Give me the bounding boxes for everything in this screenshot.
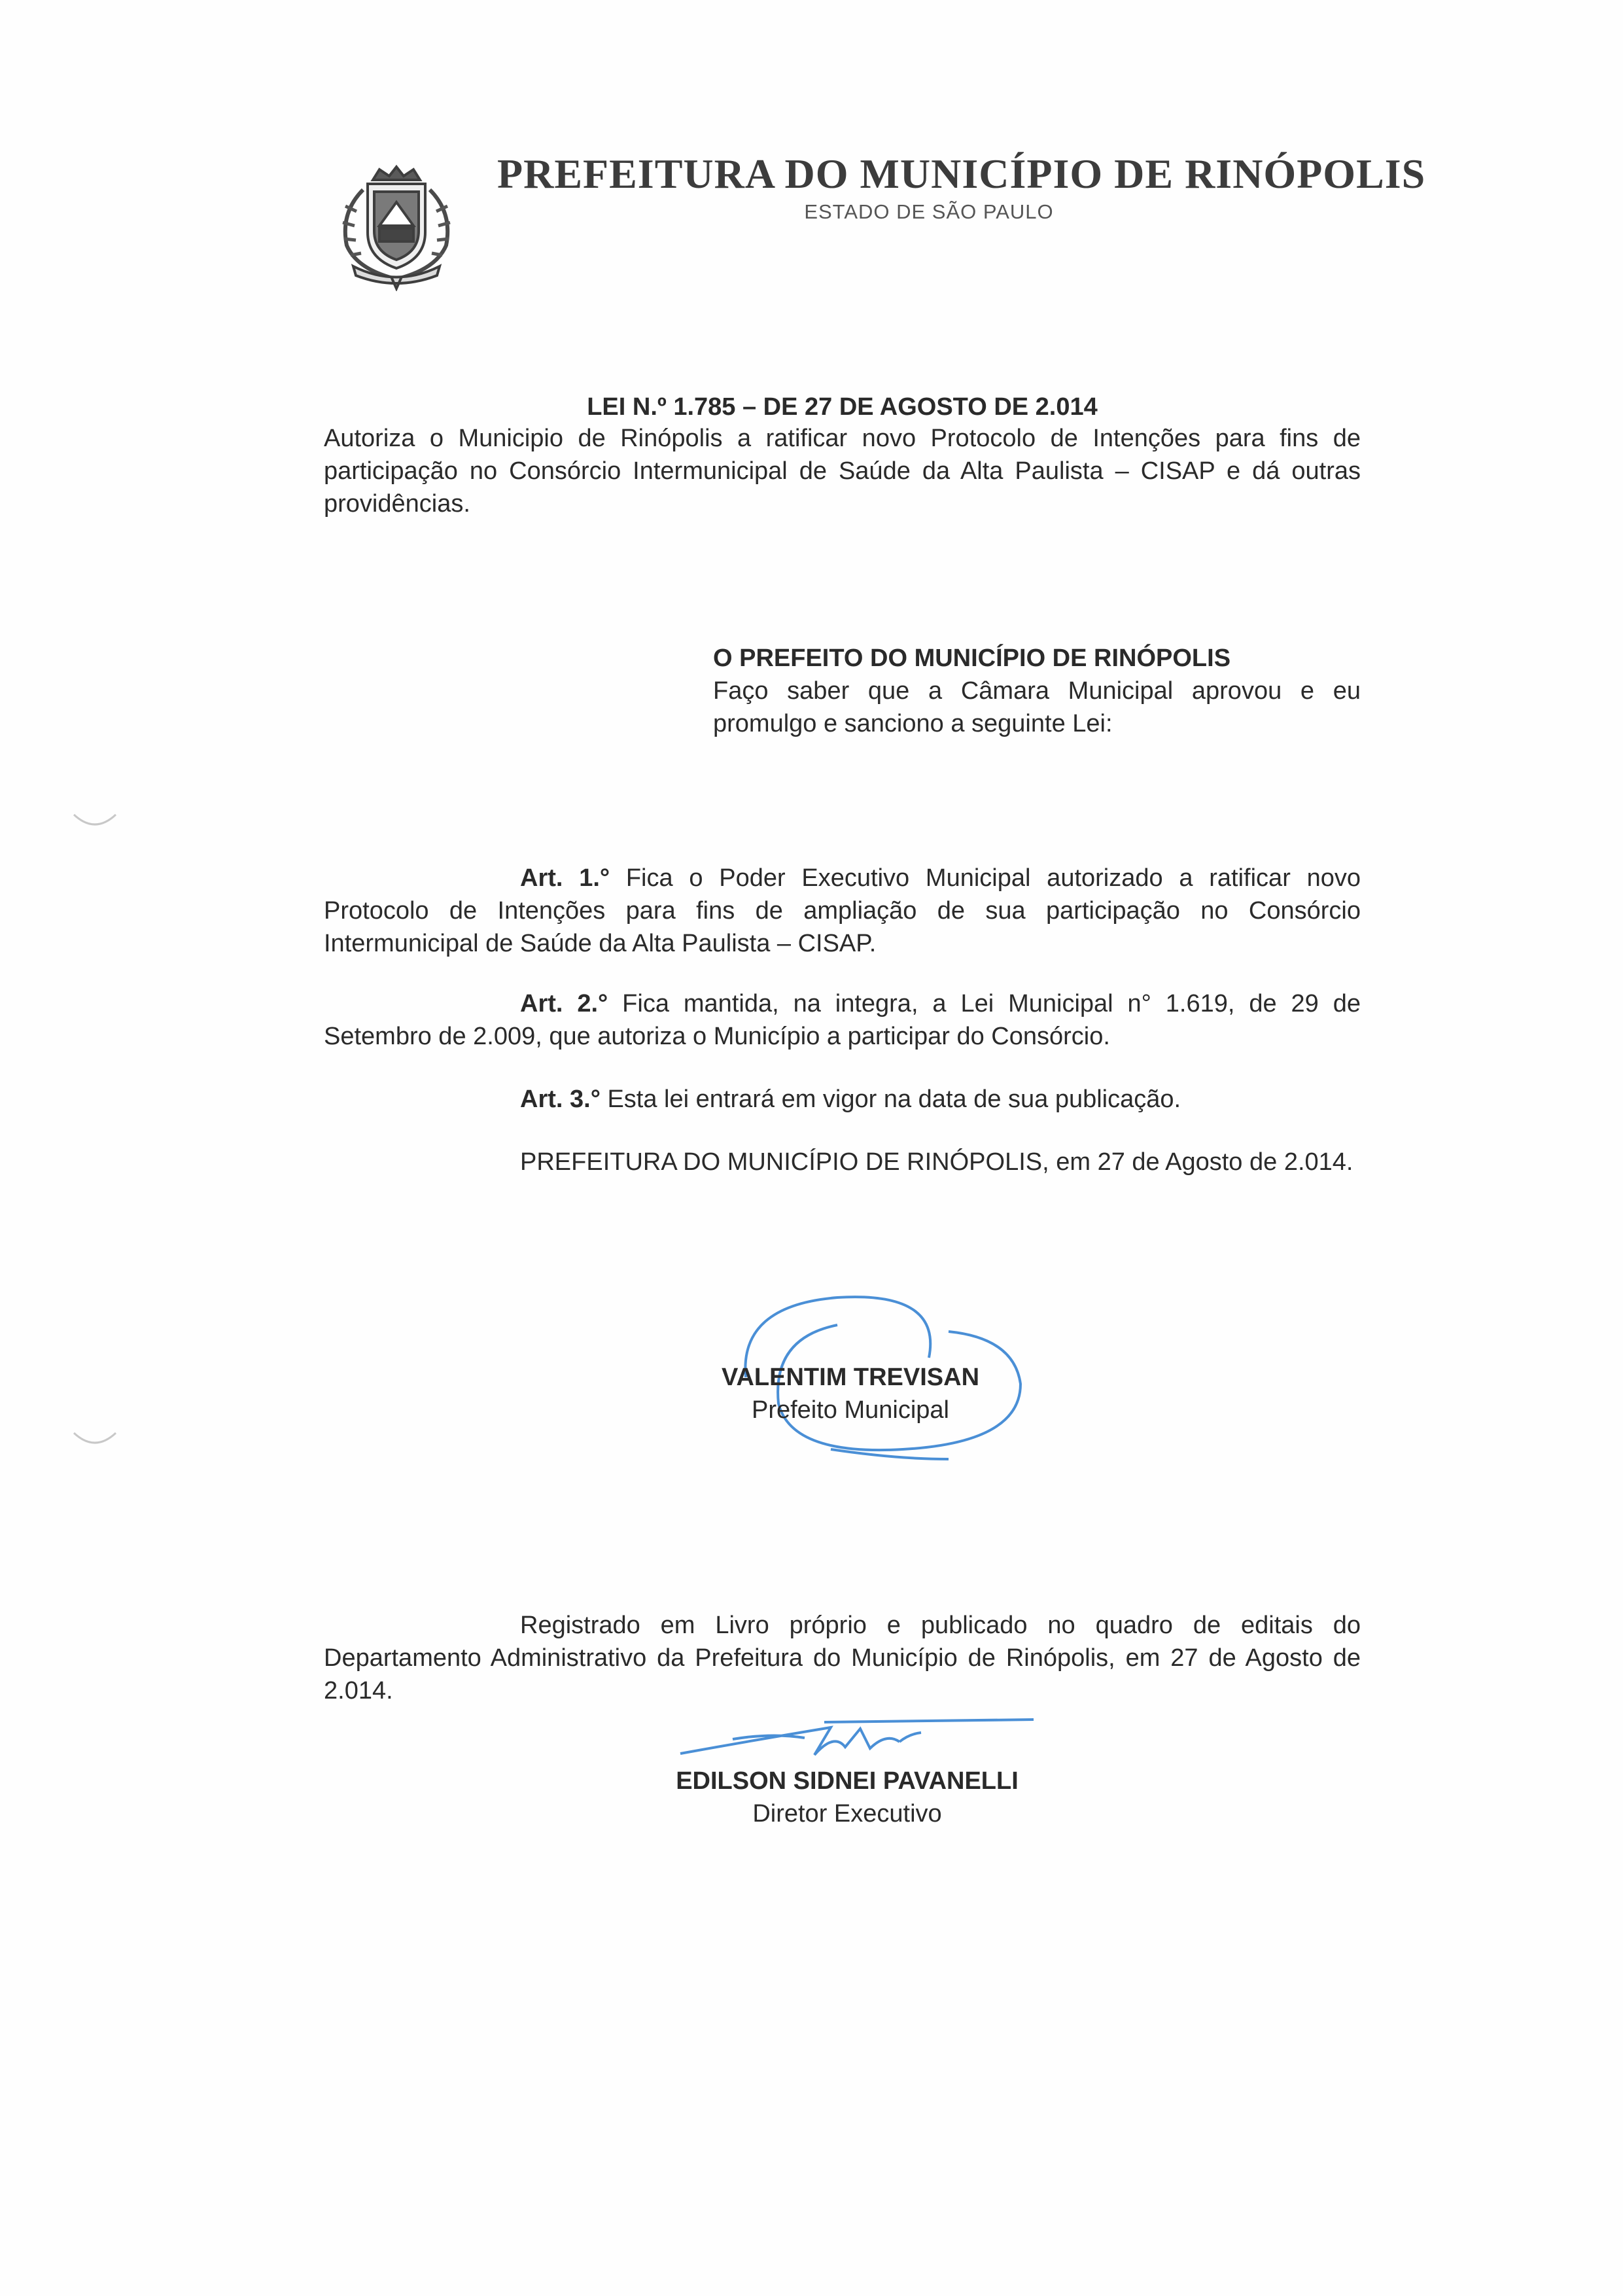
article-label: Art. 2.° [520, 990, 608, 1017]
article-label: Art. 3.° [520, 1086, 601, 1113]
registry-note: Registrado em Livro próprio e publicado no quadro de editais do Departamento Administrativo da Prefeitura do Município de Rinópolis, em 27 de Agosto de 2.014. [324, 1612, 1361, 1704]
signatory-name: VALENTIM TREVISAN [721, 1364, 980, 1391]
mayor-intro-text: Faço saber que a Câmara Municipal aprovou e eu promulgo e sanciono a seguinte Lei: [713, 677, 1361, 737]
signatory-role: Prefeito Municipal [751, 1396, 950, 1424]
signatory-name: EDILSON SIDNEI PAVANELLI [676, 1767, 1019, 1795]
article-text: Fica o Poder Executivo Municipal autorizado a ratificar novo Protocolo de Intenções para fins de ampliação de sua participação no Consórcio Intermunicipal de Saúde da Alta Paulista – CISAP. [324, 864, 1361, 957]
law-title: LEI N.º 1.785 – DE 27 DE AGOSTO DE 2.014 [587, 393, 1098, 421]
punch-hole-mark [69, 1420, 121, 1459]
article-label: Art. 1.° [520, 864, 610, 892]
punch-hole-mark [69, 802, 121, 841]
article-2 [324, 987, 1361, 1053]
article-3 [324, 1083, 1361, 1116]
mayor-intro-heading: O PREFEITO DO MUNICÍPIO DE RINÓPOLIS [713, 645, 1231, 672]
closing-statement: PREFEITURA DO MUNICÍPIO DE RINÓPOLIS, em 27 de Agosto de 2.014. [520, 1148, 1353, 1176]
mayor-intro [713, 642, 1361, 740]
mayor-signature-block [680, 1361, 1021, 1426]
article-text: Fica mantida, na integra, a Lei Municipal n° 1.619, de 29 de Setembro de 2.009, que autoriza o Município a participar do Consórcio. [324, 990, 1361, 1050]
signatory-role: Diretor Executivo [752, 1800, 942, 1828]
municipal-coat-of-arms-icon [327, 160, 466, 291]
law-summary: Autoriza o Municipio de Rinópolis a ratificar novo Protocolo de Intenções para fins de participação no Consórcio Intermunicipal de Saúde da Alta Paulista – CISAP e dá outras providências. [324, 425, 1361, 518]
director-signature-block [576, 1765, 1119, 1830]
article-text: Esta lei entrará em vigor na data de sua publicação. [600, 1086, 1181, 1113]
article-1 [324, 862, 1361, 960]
municipality-title: PREFEITURA DO MUNICÍPIO DE RINÓPOLIS [497, 150, 1426, 197]
state-subtitle: ESTADO DE SÃO PAULO [804, 200, 1054, 223]
